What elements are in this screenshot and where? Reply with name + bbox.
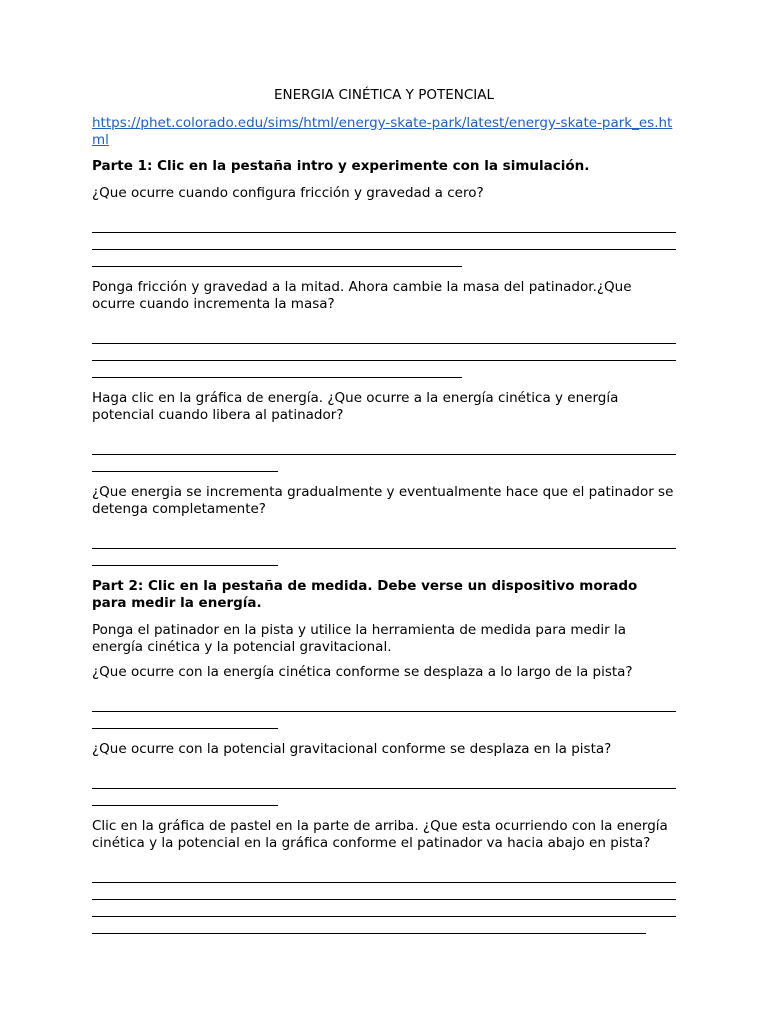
answer-lines-3 — [92, 438, 676, 472]
answer-line[interactable] — [92, 900, 676, 917]
question-6: ¿Que ocurre con la potencial gravitacional conforme se desplaza en la pista? — [92, 741, 612, 757]
answer-line[interactable] — [92, 250, 462, 267]
question-2: Ponga fricción y gravedad a la mitad. Ahora cambie la masa del patinador.¿Que ocurre cuando incrementa la masa? — [92, 279, 632, 312]
answer-lines-2 — [92, 327, 676, 378]
answer-line[interactable] — [92, 712, 278, 729]
part2-intro: Ponga el patinador en la pista y utilice la herramienta de medida para medir la energía cinética y la potencial gravitacional. — [92, 622, 627, 655]
question-1: ¿Que ocurre cuando configura fricción y gravedad a cero? — [92, 185, 484, 201]
answer-line[interactable] — [92, 549, 278, 566]
part1-heading: Parte 1: Clic en la pestaña intro y experimente con la simulación. — [92, 158, 590, 174]
answer-line[interactable] — [92, 216, 676, 233]
document-title: ENERGIA CINÉTICA Y POTENCIAL — [273, 87, 495, 103]
answer-line[interactable] — [92, 789, 278, 806]
answer-lines-7 — [92, 866, 676, 934]
question-7: Clic en la gráfica de pastel en la parte de arriba. ¿Que esta ocurriendo con la energía cinética y la potencial en la gráfica conforme el patinador va hacia abajo en pista? — [92, 818, 668, 851]
answer-line[interactable] — [92, 438, 676, 455]
phet-link[interactable]: https://phet.colorado.edu/sims/html/energy-skate-park/latest/energy-skate-park_es.html — [92, 115, 673, 148]
answer-line[interactable] — [92, 695, 676, 712]
part2-heading: Part 2: Clic en la pestaña de medida. Debe verse un dispositivo morado para medir la energía. — [92, 578, 638, 611]
answer-line[interactable] — [92, 455, 278, 472]
answer-line[interactable] — [92, 361, 462, 378]
answer-line[interactable] — [92, 917, 646, 934]
question-4: ¿Que energia se incrementa gradualmente y eventualmente hace que el patinador se detenga completamente? — [92, 484, 674, 517]
answer-lines-4 — [92, 532, 676, 566]
question-3: Haga clic en la gráfica de energía. ¿Que ocurre a la energía cinética y energía potencial cuando libera al patinador? — [92, 390, 619, 423]
answer-lines-6 — [92, 772, 676, 806]
answer-line[interactable] — [92, 233, 676, 250]
answer-lines-5 — [92, 695, 676, 729]
answer-line[interactable] — [92, 344, 676, 361]
question-5: ¿Que ocurre con la energía cinética conforme se desplaza a lo largo de la pista? — [92, 664, 633, 680]
answer-line[interactable] — [92, 327, 676, 344]
answer-line[interactable] — [92, 883, 676, 900]
answer-lines-1 — [92, 216, 676, 267]
answer-line[interactable] — [92, 772, 676, 789]
answer-line[interactable] — [92, 866, 676, 883]
answer-line[interactable] — [92, 532, 676, 549]
document-content — [92, 87, 676, 946]
